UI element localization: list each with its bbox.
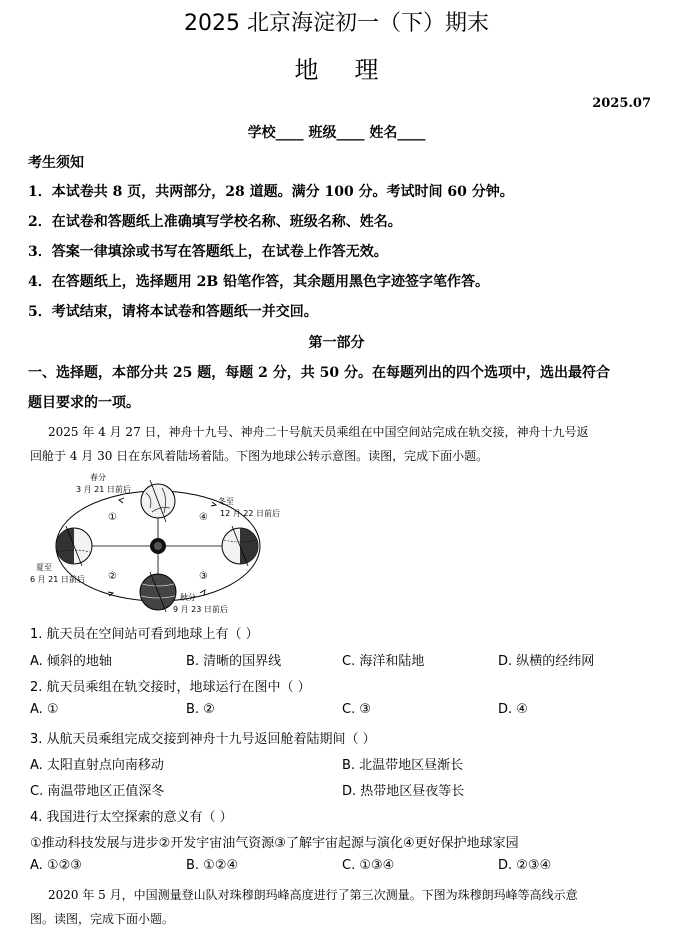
option-b[interactable]: B. 清晰的国界线 <box>186 654 282 669</box>
stage-2-label: ② <box>108 571 117 582</box>
winter-date-label: 12 月 22 日前后 <box>220 509 280 518</box>
earth-autumn-icon <box>140 572 176 612</box>
option-d[interactable]: D. 热带地区昼夜等长 <box>342 784 465 799</box>
notice-heading: 考生须知 <box>28 155 84 171</box>
earth-revolution-diagram <box>28 468 288 618</box>
passage-text: 2020 年 5 月，中国测量登山队对珠穆朗玛峰高度进行了第三次测量。下图为珠穆朗玛峰等高线示意 <box>48 888 578 902</box>
page-title: 2025 北京海淀初一（下）期末 <box>184 11 489 36</box>
earth-winter-icon <box>222 526 258 566</box>
passage-text: 回舱于 4 月 30 日在东风着陆场着陆。下图为地球公转示意图。读图，完成下面小题。 <box>30 449 489 463</box>
subject-title: 地理 <box>294 56 415 84</box>
stage-4-label: ④ <box>199 512 208 523</box>
section-instruction: 一、选择题，本部分共 25 题，每题 2 分，共 50 分。在每题列出的四个选项中，选出最符合 <box>28 365 610 381</box>
stage-3-label: ③ <box>199 571 208 582</box>
option-d[interactable]: D. ④ <box>498 702 528 717</box>
option-a[interactable]: A. 倾斜的地轴 <box>30 654 112 669</box>
autumn-date-label: 9 月 23 日前后 <box>173 605 228 614</box>
notice-item: 3．答案一律填涂或书写在答题纸上，在试卷上作答无效。 <box>28 244 388 260</box>
section-instruction: 题目要求的一项。 <box>28 395 140 411</box>
spring-date-label: 3 月 21 日前后 <box>76 485 131 494</box>
earth-spring-icon <box>141 480 175 522</box>
question-stem: 4. 我国进行太空探索的意义有（ ） <box>30 810 233 825</box>
spring-label: 春分 <box>90 473 106 482</box>
notice-item: 4．在答题纸上，选择题用 2B 铅笔作答，其余题用黑色字迹签字笔作答。 <box>28 274 490 290</box>
option-b[interactable]: B. ①②④ <box>186 858 239 873</box>
question-stem: 2. 航天员乘组在轨交接时，地球运行在图中（ ） <box>30 680 311 695</box>
notice-item: 1．本试卷共 8 页，共两部分，28 道题。满分 100 分。考试时间 60 分钟。 <box>28 184 514 200</box>
stage-1-label: ① <box>108 512 117 523</box>
earth-summer-icon <box>56 526 92 566</box>
option-b[interactable]: B. ② <box>186 702 215 717</box>
summer-date-label: 6 月 21 日前后 <box>30 575 85 584</box>
question-stem: 3. 从航天员乘组完成交接到神舟十九号返回舱着陆期间（ ） <box>30 732 376 747</box>
winter-label: 冬至 <box>218 497 234 506</box>
part-title: 第一部分 <box>308 335 365 351</box>
passage-text: 图。读图，完成下面小题。 <box>30 912 175 926</box>
summer-label: 夏至 <box>36 563 52 572</box>
notice-item: 5．考试结束，请将本试卷和答题纸一并交回。 <box>28 304 318 320</box>
passage-text: 2025 年 4 月 27 日，神舟十九号、神舟二十号航天员乘组在中国空间站完成在轨交接，神舟十九号返 <box>48 425 589 439</box>
notice-item: 2．在试卷和答题纸上准确填写学校名称、班级名称、姓名。 <box>28 214 402 230</box>
question-statements: ①推动科技发展与进步②开发宇宙油气资源③了解宇宙起源与演化④更好保护地球家园 <box>30 836 519 851</box>
option-c[interactable]: C. ③ <box>342 702 371 717</box>
option-a[interactable]: A. 太阳直射点向南移动 <box>30 758 164 773</box>
question-stem: 1. 航天员在空间站可看到地球上有（ ） <box>30 627 259 642</box>
student-info-line: 学校____ 班级____ 姓名____ <box>247 125 426 141</box>
orbit-arrow-icon <box>200 590 205 595</box>
option-c[interactable]: C. 海洋和陆地 <box>342 654 425 669</box>
option-c[interactable]: C. 南温带地区正值深冬 <box>30 784 165 799</box>
autumn-label: 秋分 <box>180 593 196 602</box>
orbit-arrow-icon <box>211 502 216 506</box>
exam-date: 2025.07 <box>592 96 651 111</box>
option-a[interactable]: A. ① <box>30 702 59 717</box>
option-c[interactable]: C. ①③④ <box>342 858 395 873</box>
option-d[interactable]: D. 纵横的经纬网 <box>498 654 595 669</box>
orbit-arrow-icon <box>119 498 124 503</box>
option-b[interactable]: B. 北温带地区昼渐长 <box>342 758 464 773</box>
option-a[interactable]: A. ①②③ <box>30 858 82 873</box>
option-d[interactable]: D. ②③④ <box>498 858 552 873</box>
